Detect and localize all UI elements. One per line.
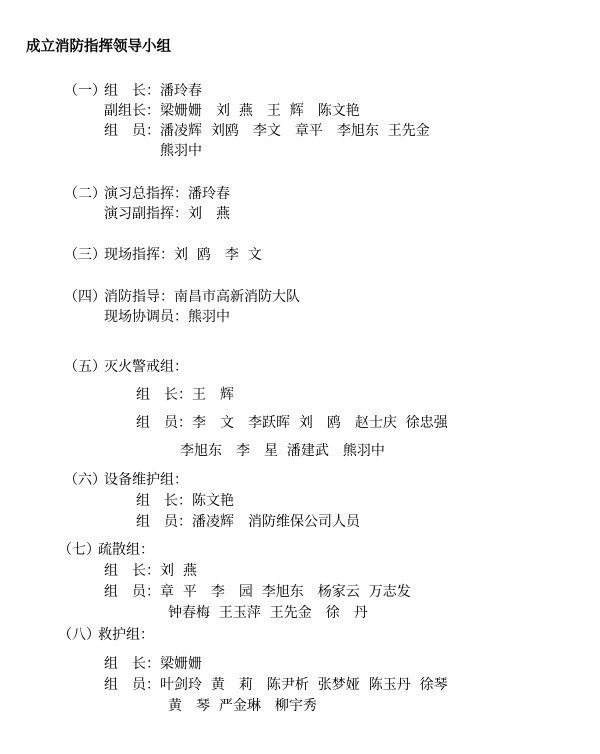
section-line: 组 员：潘凌辉 刘鸥 李文 章平 李旭东 王先金 — [104, 123, 430, 139]
section-line: 演习副指挥：刘 燕 — [104, 206, 230, 222]
section-line: 黄 琴 严金琳 柳宇秀 — [168, 698, 317, 714]
section-number: （二） — [64, 186, 106, 202]
section-line: 灭火警戒组： — [104, 359, 188, 375]
section-line: 疏散组： — [98, 542, 154, 558]
section-number: （八） — [58, 627, 100, 643]
section-line: 组 员：李 文 李跃晖 刘 鸥 赵士庆 徐忠强 — [136, 415, 448, 431]
section-number: （三） — [64, 247, 106, 263]
section-line: 演习总指挥：潘玲春 — [104, 186, 230, 202]
section-line: 组 长：刘 燕 — [104, 563, 197, 579]
section-line: 组 长：王 辉 — [136, 387, 234, 403]
section-number: （五） — [64, 359, 106, 375]
section-number: （一） — [64, 83, 106, 99]
section-line: 组 长：陈文艳 — [136, 493, 234, 509]
section-line: 熊羽中 — [104, 143, 202, 159]
section-line: 组 员：潘凌辉 消防维保公司人员 — [136, 514, 360, 530]
section-line: 现场指挥：刘 鸥 李 文 — [104, 247, 262, 263]
section-line: 钟春梅 王玉萍 王先金 徐 丹 — [168, 605, 368, 621]
section-number: （七） — [58, 542, 100, 558]
section-line: 组 员：章 平 李 园 李旭东 杨家云 万志发 — [104, 584, 411, 600]
section-line: 消防指导：南昌市高新消防大队 — [104, 289, 300, 305]
section-line: 组 长：梁姗姗 — [104, 656, 202, 672]
section-line: 救护组： — [98, 627, 154, 643]
section-number: （六） — [64, 472, 106, 488]
section-number: （四） — [64, 289, 106, 305]
section-line: 组 长：潘玲春 — [104, 83, 202, 99]
section-line: 组 员：叶剑玲 黄 莉 陈尹析 张梦娅 陈玉丹 徐琴 — [104, 677, 448, 693]
section-line: 李旭东 李 星 潘建武 熊羽中 — [180, 443, 385, 459]
document-title: 成立消防指挥领导小组 — [26, 39, 171, 55]
section-line: 副组长：梁姗姗 刘 燕 王 辉 陈文艳 — [104, 103, 360, 119]
section-line: 设备维护组： — [104, 472, 188, 488]
section-line: 现场协调员：熊羽中 — [104, 309, 230, 325]
